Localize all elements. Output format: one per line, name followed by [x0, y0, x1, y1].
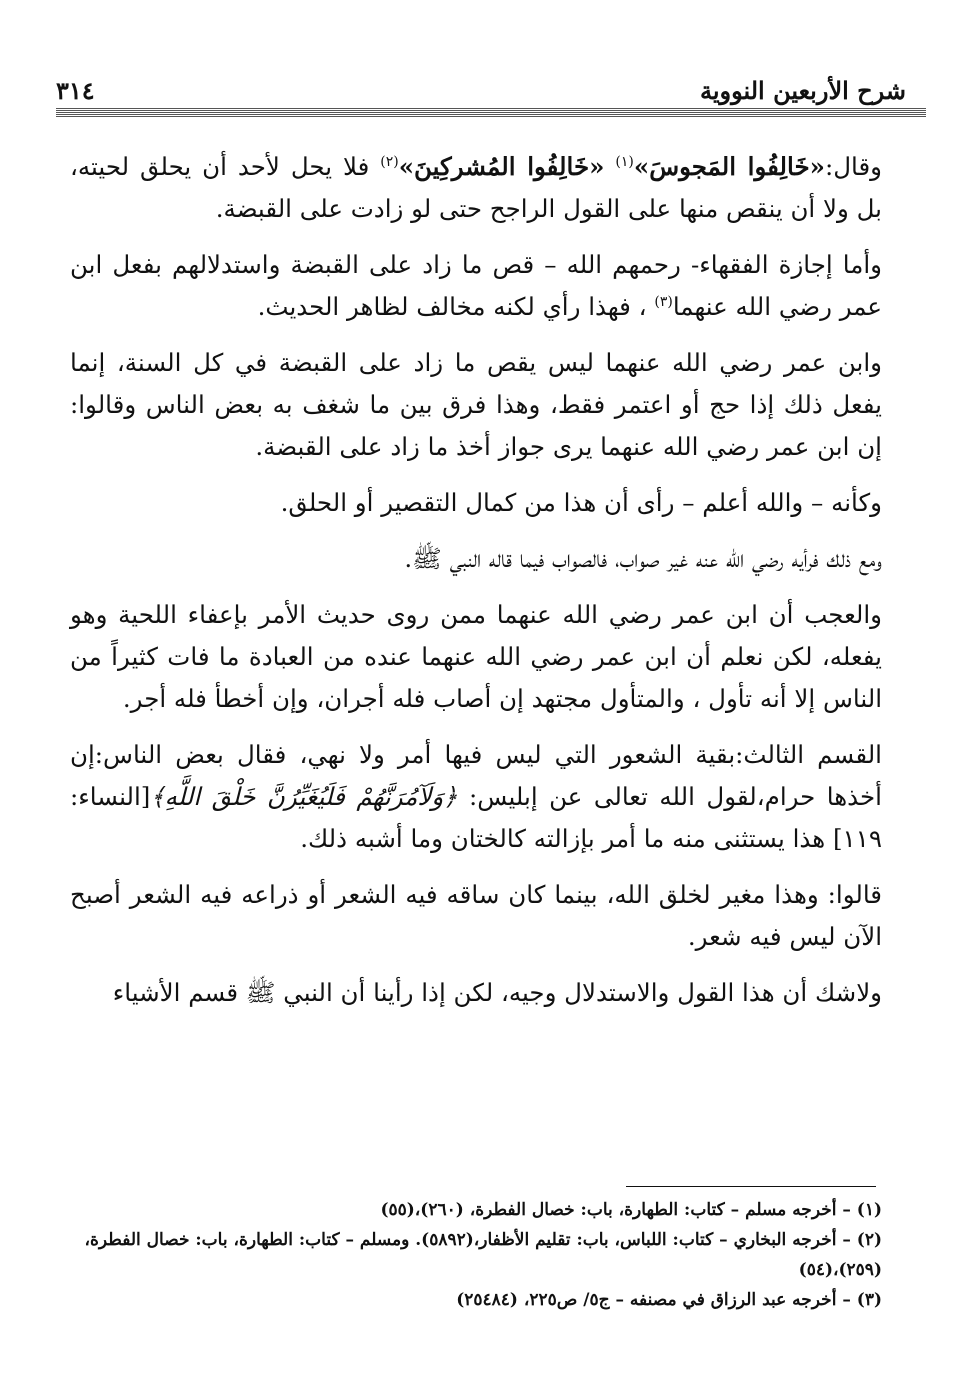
- p7-after: [النساء: ١١٩] هذا يستثنى منه ما أمر بإزالته كالختان وما أشبه ذلك.: [70, 782, 882, 853]
- paragraph-7: [70, 734, 882, 860]
- p1-rest: فلا يحل لأحد أن يحلق لحيته، بل ولا أن ينقص منها على القول الراجح حتى لو زادت على القبضة.: [70, 152, 882, 223]
- paragraph-9: ولاشك أن هذا القول والاستدلال وجيه، لكن إذا رأينا أن النبي ﷺ قسم الأشياء: [112, 978, 882, 1007]
- footnote-ref-1: (١): [615, 153, 634, 170]
- footnote-2: (٢) – أخرجه البخاري – كتاب: اللباس، باب: تقليم الأظفار،(٥٨٩٢). ومسلم – كتاب: الطهارة، باب: خصال الفطرة، (٢٥٩)،(٥٤): [84, 1230, 882, 1280]
- quran-verse: ﴿وَلَآمُرَنَّهُمْ فَلَيُغَيِّرُنَّ خَلْقَ اللَّهِ﴾: [150, 782, 458, 811]
- paragraph-1: [70, 146, 882, 230]
- page-header: [56, 76, 906, 106]
- p1-prefix: وقال:: [824, 152, 883, 181]
- footnote-ref-2: (٢): [380, 153, 399, 170]
- footnote-ref-3: (٣): [654, 293, 673, 310]
- running-title: شرح الأربعين النووية: [699, 76, 906, 105]
- hadith-quote-2: «خَالِفُوا المُشركِينَ»: [398, 152, 605, 181]
- footnote-1: (١) – أخرجه مسلم – كتاب: الطهارة، باب: خصال الفطرة، (٢٦٠)،(٥٥): [380, 1200, 882, 1220]
- paragraph-5: ومع ذلك فرأيه رضي الله عنه غير صواب، فالصواب فيما قاله النبي ﷺ.: [404, 544, 882, 573]
- page-number: ٣١٤: [56, 76, 95, 105]
- hadith-quote-1: «خَالِفُوا المَجوسَ»: [633, 152, 825, 181]
- paragraph-6: والعجب أن ابن عمر رضي الله عنهما ممن روى حديث الأمر بإعفاء اللحية وهو يفعله، لكن نعلم أن ابن عمر رضي الله عنهما عنده من العبادة ما فات كثيراً من الناس إلا أنه تأول ، والمتأول مجتهد إن أصاب فله أجران، وإن أخطأ فله أجر.: [70, 600, 882, 713]
- p2-main: وأما إجازة الفقهاء- رحمهم الله – قص ما زاد على القبضة واستدلالهم بفعل ابن عمر رضي الله عنهما: [70, 250, 882, 321]
- paragraph-8: قالوا: وهذا مغير لخلق الله، بينما كان ساقه فيه الشعر أو ذراعه فيه الشعر أصبح الآن ليس فيه شعر.: [70, 880, 882, 951]
- p7-before: القسم الثالث:بقية الشعور التي ليس فيها أمر ولا نهي، فقال بعض الناس:إن أخذها حرام،لقول الله تعالى عن إبليس:: [70, 740, 882, 811]
- body-text: [70, 146, 882, 1028]
- paragraph-3: وابن عمر رضي الله عنهما ليس يقص ما زاد على القبضة في كل السنة، إنما يفعل ذلك إذا حج أو اعتمر فقط، وهذا فرق بين ما شغف به بعض الناس وقالوا: إن ابن عمر رضي الله عنهما يرى جواز أخذ ما زاد على القبضة.: [70, 348, 882, 461]
- header-rule: [56, 108, 926, 118]
- paragraph-2: [70, 244, 882, 328]
- footnotes: [70, 1195, 882, 1315]
- p2-rest: ، فهذا رأي لكنه مخالف لظاهر الحديث.: [257, 292, 655, 321]
- footnote-3: (٣) – أخرجه عبد الرزاق في مصنفه – ج٥/ ص٢٢٥، (٢٥٤٨٤): [456, 1290, 882, 1310]
- paragraph-4: وكأنه – والله أعلم – رأى أن هذا من كمال التقصير أو الحلق.: [280, 488, 882, 517]
- footnote-separator: [626, 1186, 876, 1187]
